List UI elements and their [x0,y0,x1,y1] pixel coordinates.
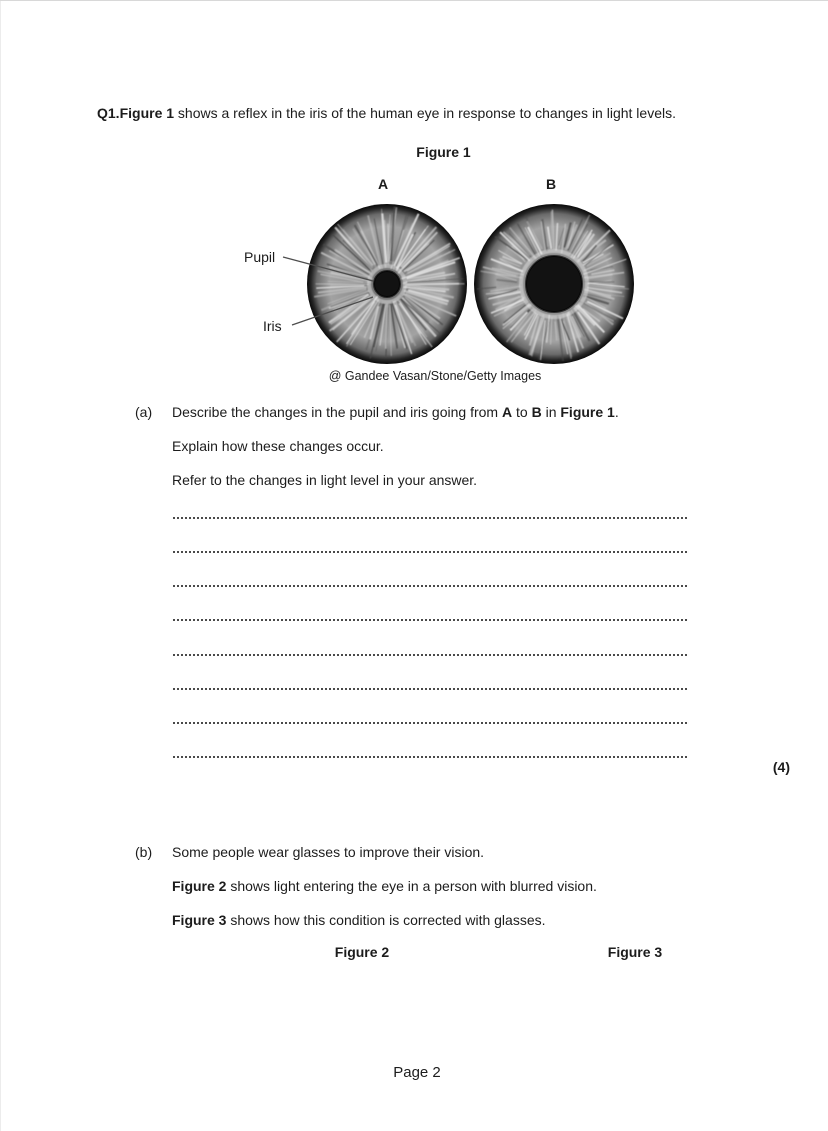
prompt1-mid: to [512,404,532,420]
answer-line[interactable] [173,619,687,621]
figure1-reference: Figure 1 [119,105,175,121]
part-a-prompt-2: Explain how these changes occur. [172,438,384,454]
pupil-leader-line [283,257,373,281]
prompt1-end: . [614,404,619,420]
page-footer: Page 2 [393,1064,441,1081]
figure2-reference: Figure 2 [172,878,227,894]
iris-leader-line [292,297,373,325]
iris-photo-b [472,202,636,366]
image-credit: @ Gandee Vasan/Stone/Getty Images [328,369,542,383]
part-a-prompt-1 [172,404,732,422]
part-b-line-2 [172,878,752,896]
question-intro-text: shows a reflex in the iris of the human eye in response to changes in light levels. [174,105,676,121]
pupil-label: Pupil [244,249,276,265]
part-b-label: (b) [135,844,153,860]
question-intro [97,104,757,122]
eye-a-label: A [377,176,389,192]
part-b-line-3 [172,912,752,930]
figure3-reference: Figure 3 [172,912,227,928]
part-a-label: (a) [135,404,153,420]
part-b-line-1: Some people wear glasses to improve their vision. [172,844,485,860]
answer-line[interactable] [173,517,687,519]
question-number: Q1. [97,105,120,121]
part-a-prompt-3: Refer to the changes in light level in your answer. [172,472,478,488]
prompt1-in: in [541,404,561,420]
iris-label: Iris [263,318,282,334]
prompt1-text: Describe the changes in the pupil and iris going from [172,404,502,420]
prompt1-bold-b: B [531,404,542,420]
answer-line[interactable] [173,585,687,587]
part-a-marks: (4) [772,759,790,775]
part-b-line-3-text: shows how this condition is corrected with glasses. [226,912,546,928]
answer-line[interactable] [173,722,687,724]
answer-line[interactable] [173,756,687,758]
figure2-caption: Figure 2 [334,944,390,960]
eye-b-label: B [545,176,557,192]
prompt1-bold-a: A [501,404,513,420]
figure1-caption: Figure 1 [416,144,471,160]
answer-line[interactable] [173,688,687,690]
prompt1-figure-ref: Figure 1 [560,404,615,420]
answer-line[interactable] [173,654,687,656]
figure3-caption: Figure 3 [607,944,663,960]
part-b-line-2-text: shows light entering the eye in a person with blurred vision. [226,878,597,894]
answer-line[interactable] [173,551,687,553]
label-leader-lines [240,196,440,336]
